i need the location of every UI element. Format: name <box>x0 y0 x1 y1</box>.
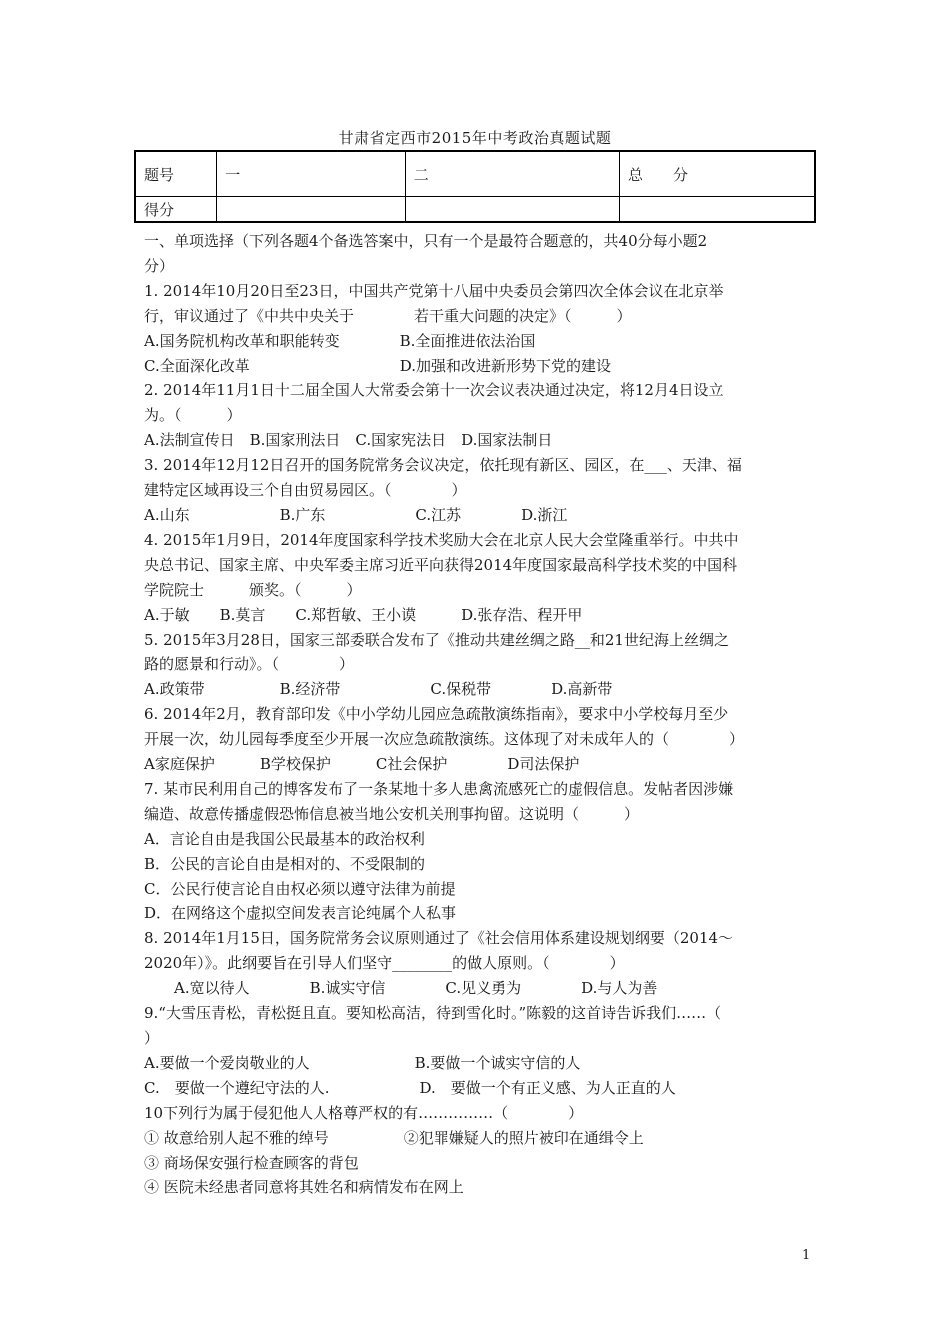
score-cell-part-2: 二 <box>405 151 619 197</box>
text-line: A.法制宣传日 B.国家刑法日 C.国家宪法日 D.国家法制日 <box>144 431 553 450</box>
text-line: 学院院士 颁奖。（ ） <box>144 580 362 599</box>
text-line: 建特定区域再设三个自由贸易园区。（ ） <box>144 481 467 500</box>
text-line: A.国务院机构改革和职能转变 B.全面推进依法治国 <box>144 331 536 350</box>
text-line: ） <box>144 1029 160 1047</box>
text-line: ④ 医院未经患者同意将其姓名和病情发布在网上 <box>144 1178 464 1197</box>
page-number: 1 <box>802 1248 811 1263</box>
text-line: 8. 2014年1月15日，国务院常务会议原则通过了《社会信用体系建设规划纲要（2014～ <box>144 929 734 948</box>
text-line: 路的愿景和行动》。（ ） <box>144 655 355 674</box>
text-line: 7. 某市民利用自己的博客发布了一条某地十多人患禽流感死亡的虚假信息。发帖者因涉嫌 <box>144 779 734 798</box>
text-line: 行，审议通过了《中共中央关于 若干重大问题的决定》（ ） <box>144 306 632 325</box>
text-line: 2020年）》。此纲要旨在引导人们坚守________的做人原则。（ ） <box>144 954 625 973</box>
text-line: A.政策带 B.经济带 C.保税带 D.高新带 <box>144 680 613 699</box>
text-line: A.要做一个爱岗敬业的人 B.要做一个诚实守信的人 <box>144 1053 581 1072</box>
text-line: 10下列行为属于侵犯他人人格尊严权的有……………（ ） <box>144 1103 584 1122</box>
text-line: B．公民的言论自由是相对的、不受限制的 <box>144 854 426 873</box>
score-cell-score-2 <box>405 197 619 223</box>
text-line: 9.“大雪压青松，青松挺且直。要知松高洁，待到雪化时。”陈毅的这首诗告诉我们……（ <box>144 1004 722 1023</box>
text-line: A.于敏 B.莫言 C.郑哲敏、王小谟 D.张存浩、程开甲 <box>144 605 583 624</box>
score-cell-total: 总 分 <box>619 151 815 197</box>
text-line: A.山东 B.广东 C.江苏 D.浙江 <box>144 505 568 524</box>
score-table-score-row <box>135 197 815 223</box>
text-line: 2. 2014年11月1日十二届全国人大常委会第十一次会议表决通过决定，将12月4日设立 <box>144 381 724 400</box>
exam-questions <box>144 229 814 1200</box>
text-line: C.全面深化改革 D.加强和改进新形势下党的建设 <box>144 356 611 375</box>
score-table <box>134 150 816 223</box>
text-line: 4. 2015年1月9日，2014年度国家科学技术奖励大会在北京人民大会堂隆重举行。中共中 <box>144 530 739 549</box>
exam-title: 甘肃省定西市2015年中考政治真题试题 <box>338 129 612 147</box>
text-line: A．言论自由是我国公民最基本的政治权利 <box>144 829 425 848</box>
text-line: 为。（ ） <box>144 406 242 425</box>
score-table-header-row <box>135 151 815 197</box>
text-line: 央总书记、国家主席、中央军委主席习近平向获得2014年度国家最高科学技术奖的中国科 <box>144 555 738 574</box>
text-line: ① 故意给别人起不雅的绰号 ②犯罪嫌疑人的照片被印在通缉令上 <box>144 1128 644 1147</box>
text-line: 开展一次，幼儿园每季度至少开展一次应急疏散演练。这体现了对未成年人的（ ） <box>144 730 745 749</box>
text-line: ③ 商场保安强行检查顾客的背包 <box>144 1153 359 1172</box>
text-line: 3. 2014年12月12日召开的国务院常务会议决定，依托现有新区、园区，在___、天津、福 <box>144 456 742 475</box>
text-line: D．在网络这个虚拟空间发表言论纯属个人私事 <box>144 904 457 923</box>
score-cell-score-label: 得分 <box>135 197 217 223</box>
score-cell-part-1: 一 <box>217 151 405 197</box>
text-line: 5. 2015年3月28日，国家三部委联合发布了《推动共建丝绸之路__和21世纪海上丝绸之 <box>144 630 729 649</box>
score-cell-score-total <box>619 197 815 223</box>
text-line: 6. 2014年2月，教育部印发《中小学幼儿园应急疏散演练指南》，要求中小学校每月至少 <box>144 705 729 724</box>
text-line: 分） <box>144 256 175 275</box>
text-line: 编造、故意传播虚假恐怖信息被当地公安机关刑事拘留。这说明（ ） <box>144 804 640 823</box>
text-line: C．公民行使言论自由权必须以遵守法律为前提 <box>144 879 456 898</box>
text-line: 一、单项选择（下列各题4个备选答案中，只有一个是最符合题意的，共40分每小题2 <box>144 232 708 250</box>
text-line: 1. 2014年10月20日至23日，中国共产党第十八届中央委员会第四次全体会议在北京举 <box>144 281 724 300</box>
text-line: A家庭保护 B学校保护 C社会保护 D司法保护 <box>144 755 580 774</box>
score-cell-label: 题号 <box>135 151 217 197</box>
score-cell-score-1 <box>217 197 405 223</box>
text-line: A.宽以待人 B.诚实守信 C.见义勇为 D.与人为善 <box>144 979 658 998</box>
text-line: C. 要做一个遵纪守法的人. D. 要做一个有正义感、为人正直的人 <box>144 1078 676 1097</box>
